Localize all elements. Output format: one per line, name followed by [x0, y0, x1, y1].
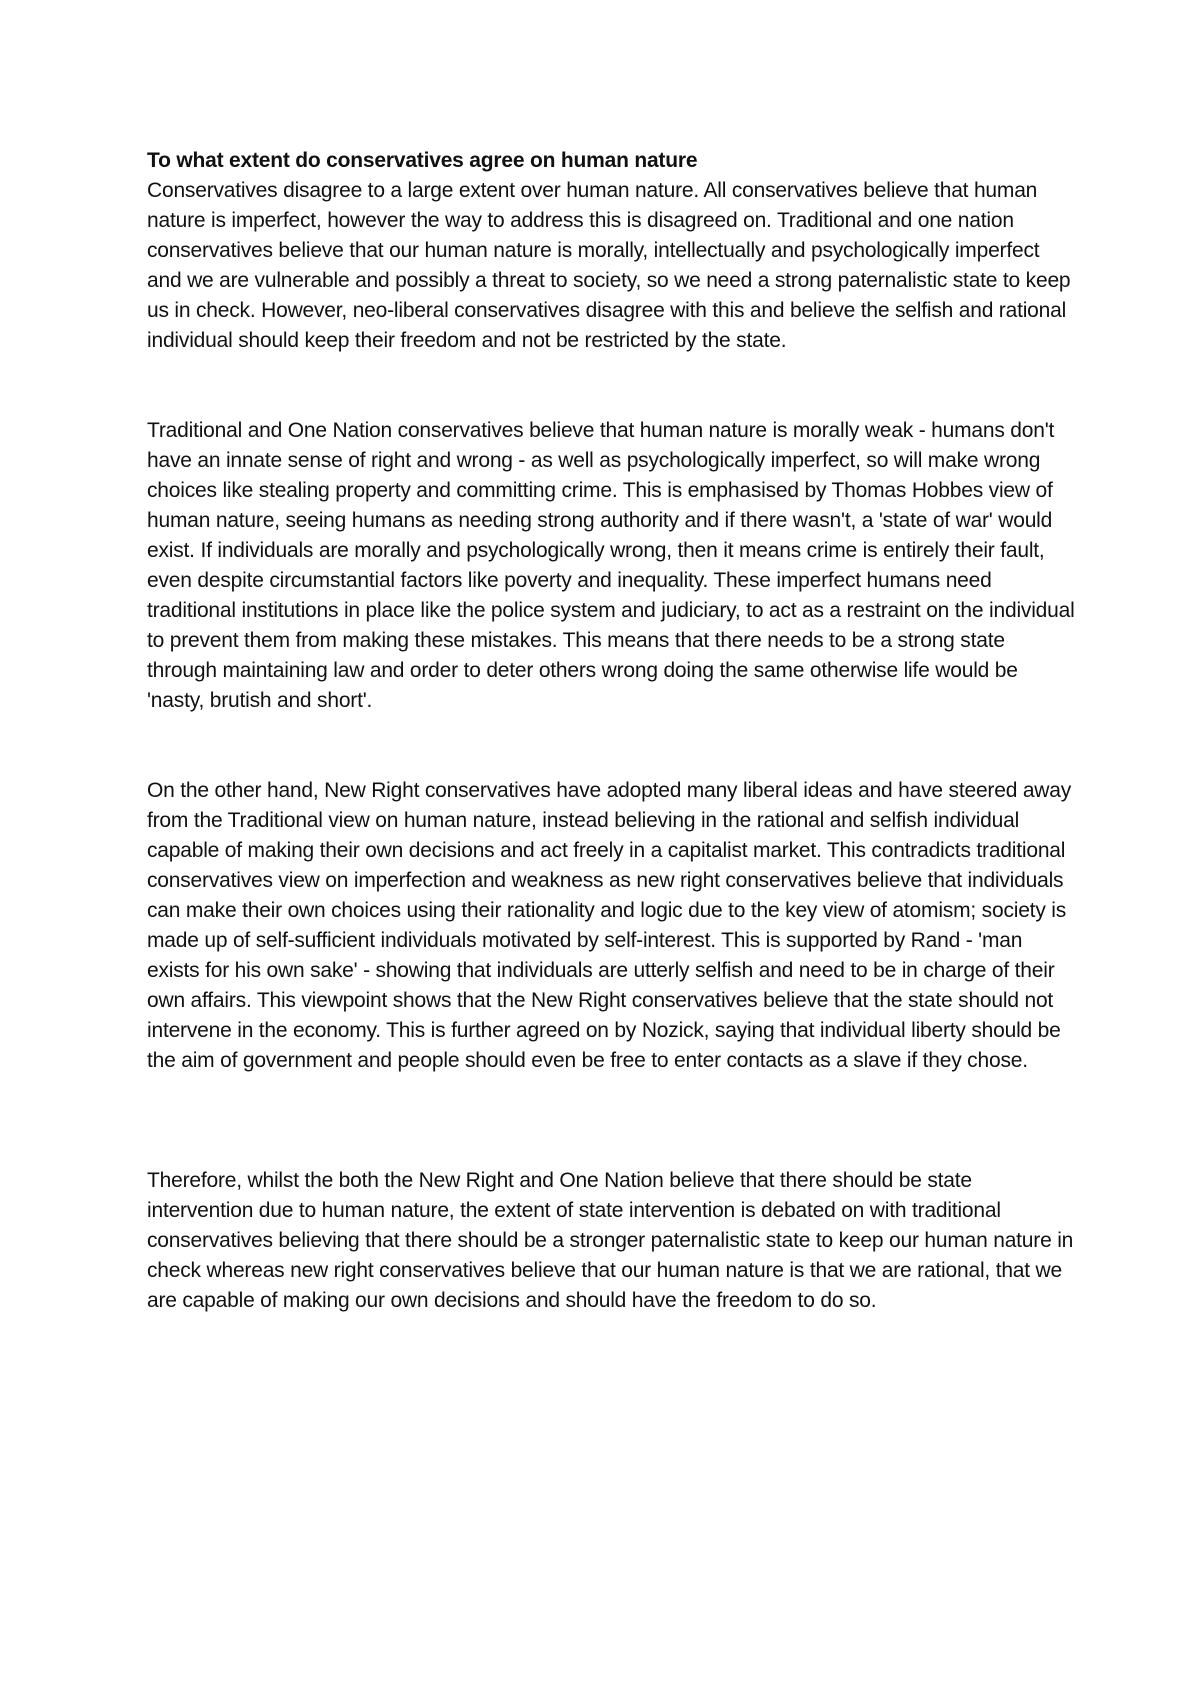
document-body: [147, 146, 1077, 1316]
paragraph-spacer: [147, 716, 1077, 776]
document-title: To what extent do conservatives agree on human nature: [147, 149, 698, 172]
paragraph-intro: Conservatives disagree to a large extent over human nature. All conservatives believe that human nature is imperfect, however the way to address this is disagreed on. Traditional and one nation conservatives believe that our human nature is morally, intellectually and psychologically imperfect and we are vulnerable and possibly a threat to society, so we need a strong paternalistic state to keep us in check. However, neo-liberal conservatives disagree with this and believe the selfish and rational individual should keep their freedom and not be restricted by the state.: [147, 179, 1071, 352]
paragraph-conclusion: Therefore, whilst the both the New Right and One Nation believe that there should be state intervention due to human nature, the extent of state intervention is debated on with traditional conservatives believing that there should be a stronger paternalistic state to keep our human nature in check whereas new right conservatives believe that our human nature is that we are rational, that we are capable of making our own decisions and should have the freedom to do so.: [147, 1169, 1074, 1312]
paragraph-spacer: [147, 356, 1077, 416]
paragraph-traditional-view: Traditional and One Nation conservatives believe that human nature is morally weak - humans don't have an innate sense of right and wrong - as well as psychologically imperfect, so will make wrong choices like stealing property and committing crime. This is emphasised by Thomas Hobbes view of human nature, seeing humans as needing strong authority and if there wasn't, a 'state of war' would exist. If individuals are morally and psychologically wrong, then it means crime is entirely their fault, even despite circumstantial factors like poverty and inequality. These imperfect humans need traditional institutions in place like the police system and judiciary, to act as a restraint on the individual to prevent them from making these mistakes. This means that there needs to be a strong state through maintaining law and order to deter others wrong doing the same otherwise life would be 'nasty, brutish and short'.: [147, 419, 1075, 712]
paragraph-new-right-view: On the other hand, New Right conservatives have adopted many liberal ideas and have steered away from the Traditional view on human nature, instead believing in the rational and selfish individual capable of making their own decisions and act freely in a capitalist market. This contradicts traditional conservatives view on imperfection and weakness as new right conservatives believe that individuals can make their own choices using their rationality and logic due to the key view of atomism; society is made up of self-sufficient individuals motivated by self-interest. This is supported by Rand - 'man exists for his own sake' - showing that individuals are utterly selfish and need to be in charge of their own affairs. This viewpoint shows that the New Right conservatives believe that the state should not intervene in the economy. This is further agreed on by Nozick, saying that individual liberty should be the aim of government and people should even be free to enter contacts as a slave if they chose.: [147, 779, 1072, 1072]
paragraph-spacer: [147, 1076, 1077, 1166]
